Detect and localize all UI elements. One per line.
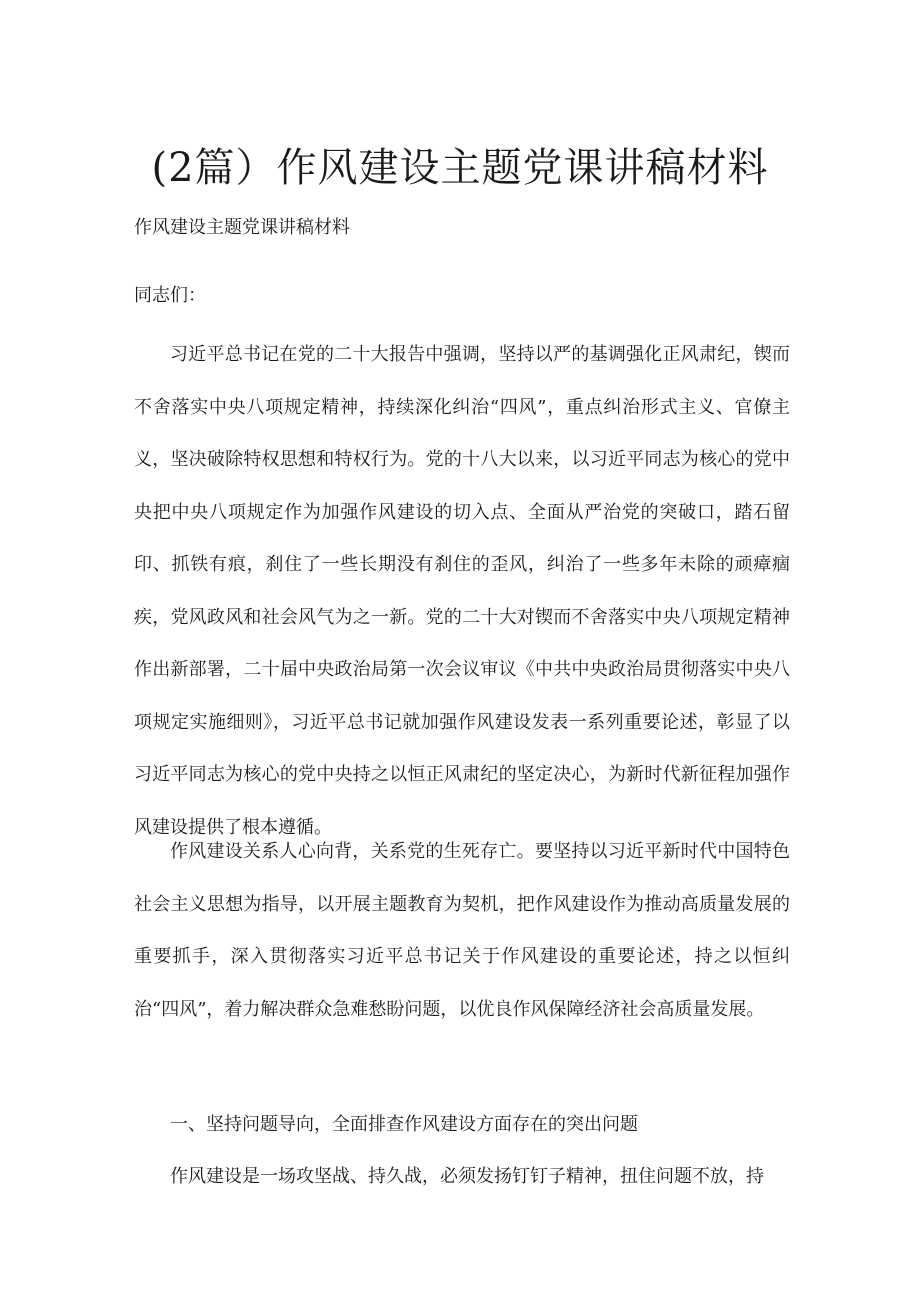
body-paragraph: 习近平总书记在党的二十大报告中强调，坚持以严的基调强化正风肃纪，锲而不舍落实中央八项规定精神，持续深化纠治“四风”，重点纠治形式主义、官僚主义，坚决破除特权思想和特权行为。党的十八大以来，以习近平同志为核心的党中央把中央八项规定作为加强作风建设的切入点、全面从严治党的突破口，踏石留印、抓铁有痕，刹住了一些长期没有刹住的歪风，纠治了一些多年未除的顽瘴痼疾，党风政风和社会风气为之一新。党的二十大对锲而不舍落实中央八项规定精神作出新部署，二十届中央政治局第一次会议审议《中共中央政治局贯彻落实中央八项规定实施细则》，习近平总书记就加强作风建设发表一系列重要论述，彰显了以习近平同志为核心的党中央持之以恒正风肃纪的坚定决心，为新时代新征程加强作风建设提供了根本遵循。 [134,344,790,838]
document-title: (2篇）作风建设主题党课讲稿材料 [151,145,769,191]
salutation: 同志们： [134,285,206,306]
document-subtitle: 作风建设主题党课讲稿材料 [134,217,350,238]
body-paragraph: 作风建设是一场攻坚战、持久战，必须发扬钉钉子精神，扭住问题不放，持 [170,1166,764,1187]
body-paragraph: 作风建设关系人心向背，关系党的生死存亡。要坚持以习近平新时代中国特色社会主义思想为指导，以开展主题教育为契机，把作风建设作为推动高质量发展的重要抓手，深入贯彻落实习近平总书记关于作风建设的重要论述，持之以恒纠治“四风”，着力解决群众急难愁盼问题，以优良作风保障经济社会高质量发展。 [134,841,790,1020]
section-heading: 一、坚持问题导向，全面排查作风建设方面存在的突出问题 [170,1114,638,1135]
